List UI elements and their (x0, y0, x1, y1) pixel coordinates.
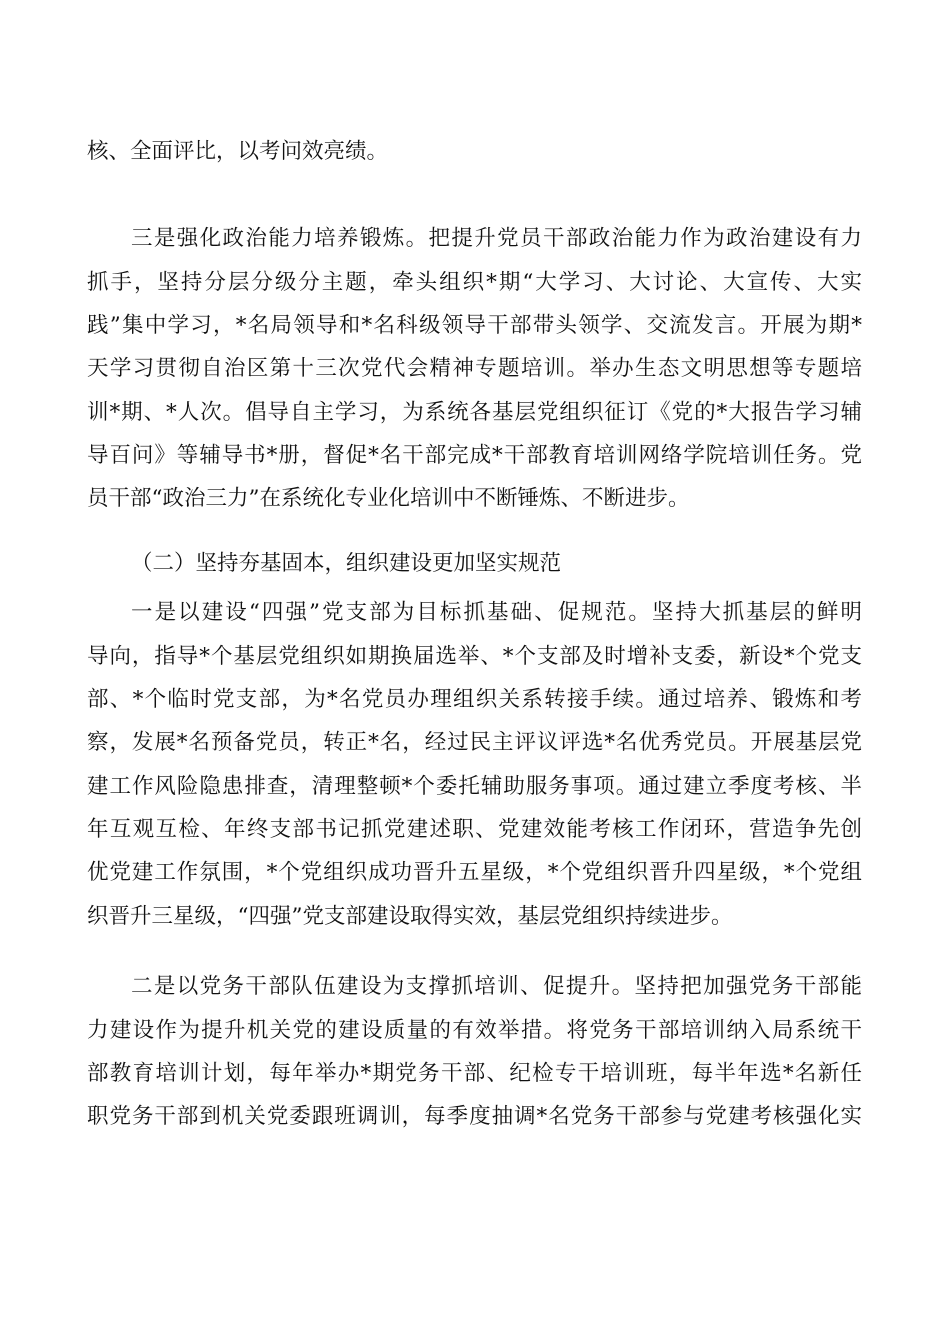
paragraph-line-9: 一是以建设“四强”党支部为目标抓基础、促规范。坚持大抓基层的鲜明 (131, 600, 862, 625)
paragraph-line-13: 建工作风险隐患排查，清理整顿*个委托辅助服务事项。通过建立季度考核、半 (87, 774, 862, 799)
paragraph-line-15: 优党建工作氛围，*个党组织成功晋升五星级，*个党组织晋升四星级，*个党组 (87, 860, 862, 885)
paragraph-line-3: 抓手，坚持分层分级分主题，牵头组织*期“大学习、大讨论、大宣传、大实 (87, 270, 862, 295)
paragraph-line-1: 核、全面评比，以考问效亮绩。 (87, 139, 389, 164)
section-heading: （二）坚持夯基固本，组织建设更加坚实规范 (131, 551, 562, 576)
paragraph-line-6: 训*期、*人次。倡导自主学习，为系统各基层党组织征订《党的*大报告学习辅 (87, 400, 862, 425)
paragraph-line-16: 织晋升三星级，“四强”党支部建设取得实效，基层党组织持续进步。 (87, 904, 733, 929)
paragraph-line-4: 践”集中学习，*名局领导和*名科级领导干部带头领学、交流发言。开展为期* (87, 313, 862, 338)
paragraph-line-2: 三是强化政治能力培养锻炼。把提升党员干部政治能力作为政治建设有力 (131, 226, 862, 251)
paragraph-line-11: 部、*个临时党支部，为*名党员办理组织关系转接手续。通过培养、锻炼和考 (87, 687, 862, 712)
paragraph-line-7: 导百问》等辅导书*册，督促*名干部完成*干部教育培训网络学院培训任务。党 (87, 443, 862, 468)
paragraph-line-17: 二是以党务干部队伍建设为支撑抓培训、促提升。坚持把加强党务干部能 (131, 974, 862, 999)
paragraph-line-18: 力建设作为提升机关党的建设质量的有效举措。将党务干部培训纳入局系统干 (87, 1018, 862, 1043)
paragraph-line-10: 导向，指导*个基层党组织如期换届选举、*个支部及时增补支委，新设*个党支 (87, 644, 862, 669)
paragraph-line-20: 职党务干部到机关党委跟班调训，每季度抽调*名党务干部参与党建考核强化实 (87, 1104, 862, 1129)
paragraph-line-12: 察，发展*名预备党员，转正*名，经过民主评议评选*名优秀党员。开展基层党 (87, 730, 862, 755)
paragraph-line-14: 年互观互检、年终支部书记抓党建述职、党建效能考核工作闭环，营造争先创 (87, 817, 862, 842)
paragraph-line-19: 部教育培训计划，每年举办*期党务干部、纪检专干培训班，每半年选*名新任 (87, 1061, 862, 1086)
paragraph-line-5: 天学习贯彻自治区第十三次党代会精神专题培训。举办生态文明思想等专题培 (87, 356, 862, 381)
paragraph-line-8: 员干部“政治三力”在系统化专业化培训中不断锤炼、不断进步。 (87, 486, 690, 511)
